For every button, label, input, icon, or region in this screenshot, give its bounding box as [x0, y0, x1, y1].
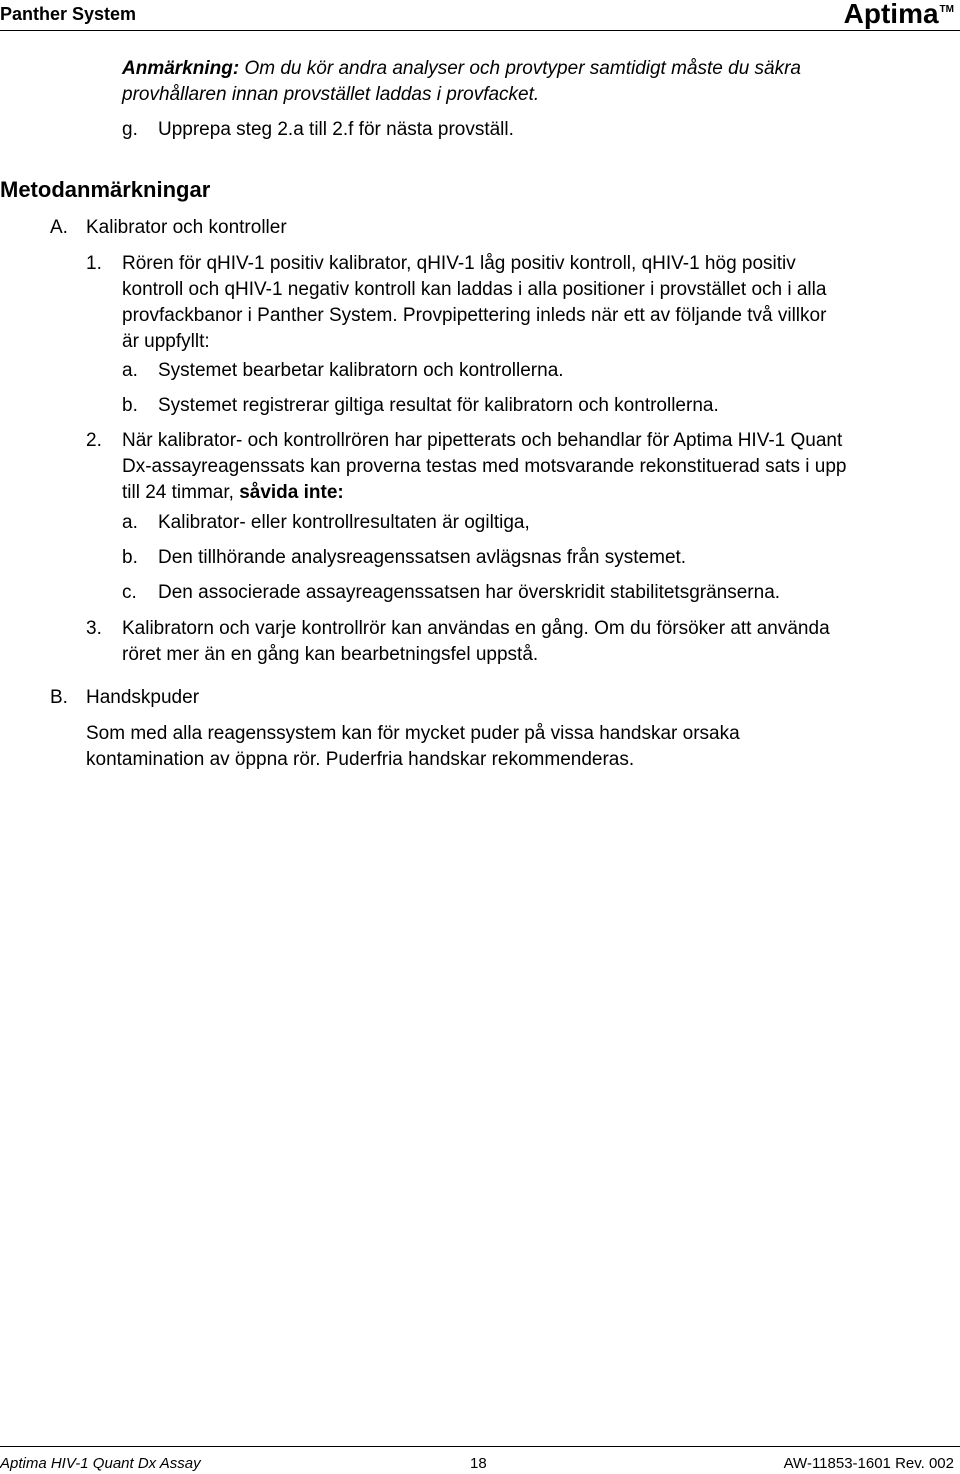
subsection-b-marker: B. [50, 687, 68, 708]
item-1-text-1: Rören för qHIV-1 positiv kalibrator, qHIV-1 låg positiv kontroll, qHIV-1 hög positiv [122, 253, 796, 274]
sub-marker: b. [122, 395, 138, 416]
sub-marker: b. [122, 547, 138, 568]
subsection-b-line-1: Som med alla reagenssystem kan för mycket puder på vissa handskar orsaka [86, 723, 740, 744]
item-2-text-3: till 24 timmar, [122, 482, 240, 503]
note-line-1 [122, 56, 801, 82]
step-g [122, 117, 514, 143]
item-1-line-1 [86, 251, 796, 277]
sub-marker: c. [122, 582, 137, 603]
trademark-symbol: TM [939, 4, 954, 15]
running-header: Panther System [0, 4, 137, 24]
footer-product: Aptima HIV-1 Quant Dx Assay [0, 1455, 201, 1472]
item-1-sub-b [122, 393, 719, 419]
document-revision: AW-11853-1601 Rev. 002 [783, 1455, 954, 1472]
note-label: Anmärkning: [122, 58, 240, 79]
sub-text: Systemet registrerar giltiga resultat för kalibratorn och kontrollerna. [158, 395, 719, 416]
subsection-a-marker: A. [50, 217, 68, 238]
note-line-2: provhållaren innan provstället laddas i provfacket. [122, 84, 540, 105]
sub-text: Kalibrator- eller kontrollresultaten är ogiltiga, [158, 512, 530, 533]
subsection-a [50, 215, 287, 241]
sub-marker: a. [122, 360, 138, 381]
footer-rule [0, 1446, 960, 1447]
item-2-sub-c [122, 580, 780, 606]
subsection-b [50, 685, 199, 711]
item-2-sub-b [122, 545, 686, 571]
sub-text: Den tillhörande analysreagenssatsen avlägsnas från systemet. [158, 547, 687, 568]
brand-logo [844, 0, 954, 30]
page-number: 18 [470, 1455, 487, 1472]
item-1-line-2: kontroll och qHIV-1 negativ kontroll kan laddas i alla positioner i provstället och i alla [122, 279, 827, 300]
item-3-text-1: Kalibratorn och varje kontrollrör kan användas en gång. Om du försöker att använda [122, 618, 830, 639]
subsection-b-title: Handskpuder [86, 687, 200, 708]
item-3-line-2: röret mer än en gång kan bearbetningsfel uppstå. [122, 644, 539, 665]
item-2-line-3 [122, 480, 344, 506]
item-1-marker: 1. [86, 253, 102, 274]
item-2-line-1 [86, 428, 842, 454]
item-3-marker: 3. [86, 618, 102, 639]
item-1-line-4: är uppfyllt: [122, 331, 210, 352]
sub-text: Systemet bearbetar kalibratorn och kontrollerna. [158, 360, 564, 381]
item-3-line-1 [86, 616, 830, 642]
item-1-line-3: provfackbanor i Panther System. Provpipettering inleds när ett av följande två villkor [122, 305, 827, 326]
item-2-line-2: Dx-assayreagenssats kan proverna testas med motsvarande rekonstituerad sats i upp [122, 456, 847, 477]
item-2-emphasis: såvida inte: [239, 482, 344, 503]
item-2-marker: 2. [86, 430, 102, 451]
step-g-text: Upprepa steg 2.a till 2.f för nästa provställ. [158, 119, 514, 140]
header-rule [0, 30, 960, 31]
sub-marker: a. [122, 512, 138, 533]
note-text-1: Om du kör andra analyser och provtyper samtidigt måste du säkra [244, 58, 801, 79]
sub-text: Den associerade assayreagenssatsen har överskridit stabilitetsgränserna. [158, 582, 781, 603]
item-2-sub-a [122, 510, 530, 536]
step-g-marker: g. [122, 119, 138, 140]
brand-name: Aptima [843, 0, 939, 29]
subsection-b-line-2: kontamination av öppna rör. Puderfria handskar rekommenderas. [86, 749, 635, 770]
subsection-a-title: Kalibrator och kontroller [86, 217, 287, 238]
section-title: Metodanmärkningar [0, 177, 211, 202]
item-1-sub-a [122, 358, 564, 384]
item-2-text-1: När kalibrator- och kontrollrören har pipetterats och behandlar för Aptima HIV-1 Quant [122, 430, 843, 451]
